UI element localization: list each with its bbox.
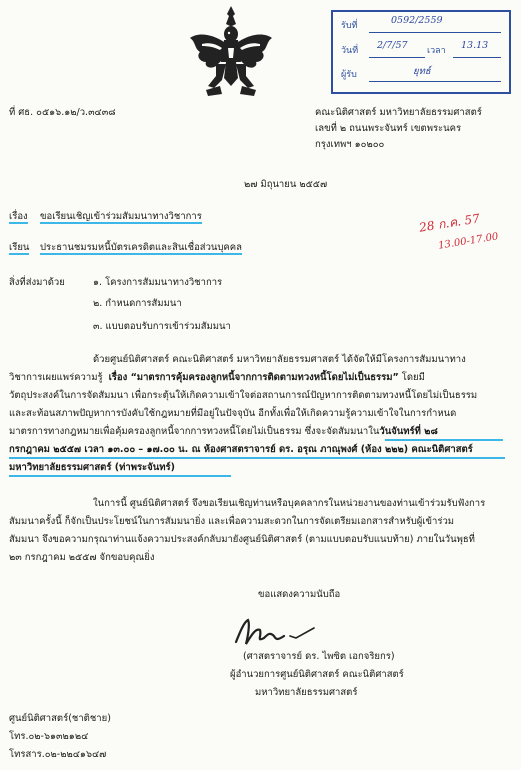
- stamp-date-label: วันที่: [341, 46, 359, 56]
- body-p1-line1: ด้วยศูนย์นิติศาสตร์ คณะนิติศาสตร์ มหาวิทยาลัยธรรมศาสตร์ ได้จัดให้มีโครงการสัมมนาทาง: [93, 354, 466, 365]
- contact-fax: โทรสาร.๐๒-๒๒๔๑๖๔๗: [9, 749, 107, 760]
- signature-icon: [226, 610, 336, 652]
- body-p1-line4: และสะท้อนสภาพปัญหาการบังคับใช้กฎหมายที่มีอยู่ในปัจจุบัน อีกทั้งเพื่อให้เกิดความรู้ความเข้าใจในการกำหนด: [9, 408, 457, 419]
- org-address-line1: คณะนิติศาสตร์ มหาวิทยาลัยธรรมศาสตร์: [315, 107, 482, 118]
- reference-number: ที่ ศธ. ๐๕๑๖.๑๒/ว.๓๔๓๘: [9, 107, 116, 118]
- body-p2-line3: สัมมนา จึงขอความกรุณาท่านแจ้งความประสงค์กลับมายังศูนย์นิติศาสตร์ (ตามแบบตอบรับแนบท้าย) ภายในวันพุธที่: [9, 534, 475, 545]
- handwritten-date: 28 ก.ค. 57: [418, 211, 481, 235]
- stamp-receiver-label: ผู้รับ: [341, 70, 357, 80]
- attachment-item-1: ๑. โครงการสัมมนาทางวิชาการ: [93, 277, 223, 288]
- body-p1-line2: วิชาการเผยแพร่ความรู้ เรื่อง “มาตรการคุ้มครองลูกหนี้จากการติดตามทวงหนี้โดยไม่เป็นธรรม” โดยมี: [9, 372, 425, 383]
- body-p2-line4: ๒๓ กรกฎาคม ๒๕๕๗ จักขอบคุณยิ่ง: [9, 552, 155, 563]
- recipient-label: เรียน: [9, 242, 30, 253]
- recipient-text: ประธานชมรมหนี้บัตรเครดิตและสินเชื่อส่วนบุคคล: [40, 242, 242, 253]
- attachment-item-2: ๒. กำหนดการสัมมนา: [93, 298, 182, 309]
- signatory-position-2: มหาวิทยาลัยธรรมศาสตร์: [255, 687, 358, 698]
- seminar-date-highlight: วันจันทร์ที่ ๒๘: [379, 426, 438, 437]
- contact-office: ศูนย์นิติศาสตร์(ชาติชาย): [9, 713, 111, 724]
- stamp-received-no-value: 0592/2559: [391, 15, 443, 26]
- letter-date: ๒๗ มิถุนายน ๒๕๕๗: [244, 179, 328, 190]
- body-p1-line6: กรกฎาคม ๒๕๕๗ เวลา ๑๓.๐๐ – ๑๗.๐๐ น. ณ ห้องศาสตราจารย์ ดร. อรุณ ภาณุพงศ์ (ห้อง ๒๒๒) คณะนิติศาสตร์: [9, 444, 473, 455]
- closing-regards: ขอแสดงความนับถือ: [258, 589, 341, 600]
- body-p1-line5: มาตรการทางกฎหมายเพื่อคุ้มครองลูกหนี้จากการทวงหนี้โดยไม่เป็นธรรม ซึ่งจะจัดสัมมนาในวันจันทร์ที่ ๒๘: [9, 426, 438, 437]
- contact-tel: โทร.๐๒-๖๑๓๒๑๒๔: [9, 731, 89, 742]
- org-address-line3: กรุงเทพฯ ๑๐๒๐๐: [315, 139, 385, 150]
- subject-label: เรื่อง: [9, 211, 28, 222]
- attachment-item-3: ๓. แบบตอบรับการเข้าร่วมสัมมนา: [93, 321, 231, 332]
- subject-text: ขอเรียนเชิญเข้าร่วมสัมมนาทางวิชาการ: [40, 211, 202, 222]
- body-p1-line3: วัตถุประสงค์ในการจัดสัมมนา เพื่อกระตุ้นให้เกิดความเข้าใจต่อสถานการณ์ปัญหาการติดตามทวงหนี้โดยไม่เป็นธรรม: [9, 390, 478, 401]
- org-address-line2: เลขที่ ๒ ถนนพระจันทร์ เขตพระนคร: [315, 123, 462, 134]
- stamp-receiver-value: ยุทธ์: [413, 66, 431, 77]
- seminar-title: เรื่อง “มาตรการคุ้มครองลูกหนี้จากการติดตามทวงหนี้โดยไม่เป็นธรรม”: [108, 372, 399, 383]
- stamp-time-value: 13.13: [461, 40, 489, 51]
- body-p1-line7: มหาวิทยาลัยธรรมศาสตร์ (ท่าพระจันทร์): [9, 462, 175, 473]
- body-p2-line2: สัมมนาครั้งนี้ ก็จักเป็นประโยชน์ในการสัมมนายิ่ง และเพื่อความสะดวกในการจัดเตรียมเอกสารสำหรับผู้เข้าร่วม: [9, 516, 455, 527]
- attachments-label: สิ่งที่ส่งมาด้วย: [9, 277, 65, 288]
- handwritten-time: 13.00-17.00: [437, 231, 500, 252]
- stamp-received-no-label: รับที่: [341, 21, 358, 31]
- body-p2-line1: ในการนี้ ศูนย์นิติศาสตร์ จึงขอเรียนเชิญท่านหรือบุคคลากรในหน่วยงานของท่านเข้าร่วมรับฟังการ: [93, 498, 486, 509]
- receipt-stamp: [331, 10, 511, 94]
- garuda-emblem-icon: [186, 4, 276, 100]
- stamp-time-label: เวลา: [427, 46, 446, 56]
- signatory-position-1: ผู้อำนวยการศูนย์นิติศาสตร์ คณะนิติศาสตร์: [230, 669, 404, 680]
- stamp-date-value: 2/7/57: [377, 40, 408, 51]
- signatory-name: (ศาสตราจารย์ ดร. ไพซิต เอกจริยกร): [243, 651, 395, 662]
